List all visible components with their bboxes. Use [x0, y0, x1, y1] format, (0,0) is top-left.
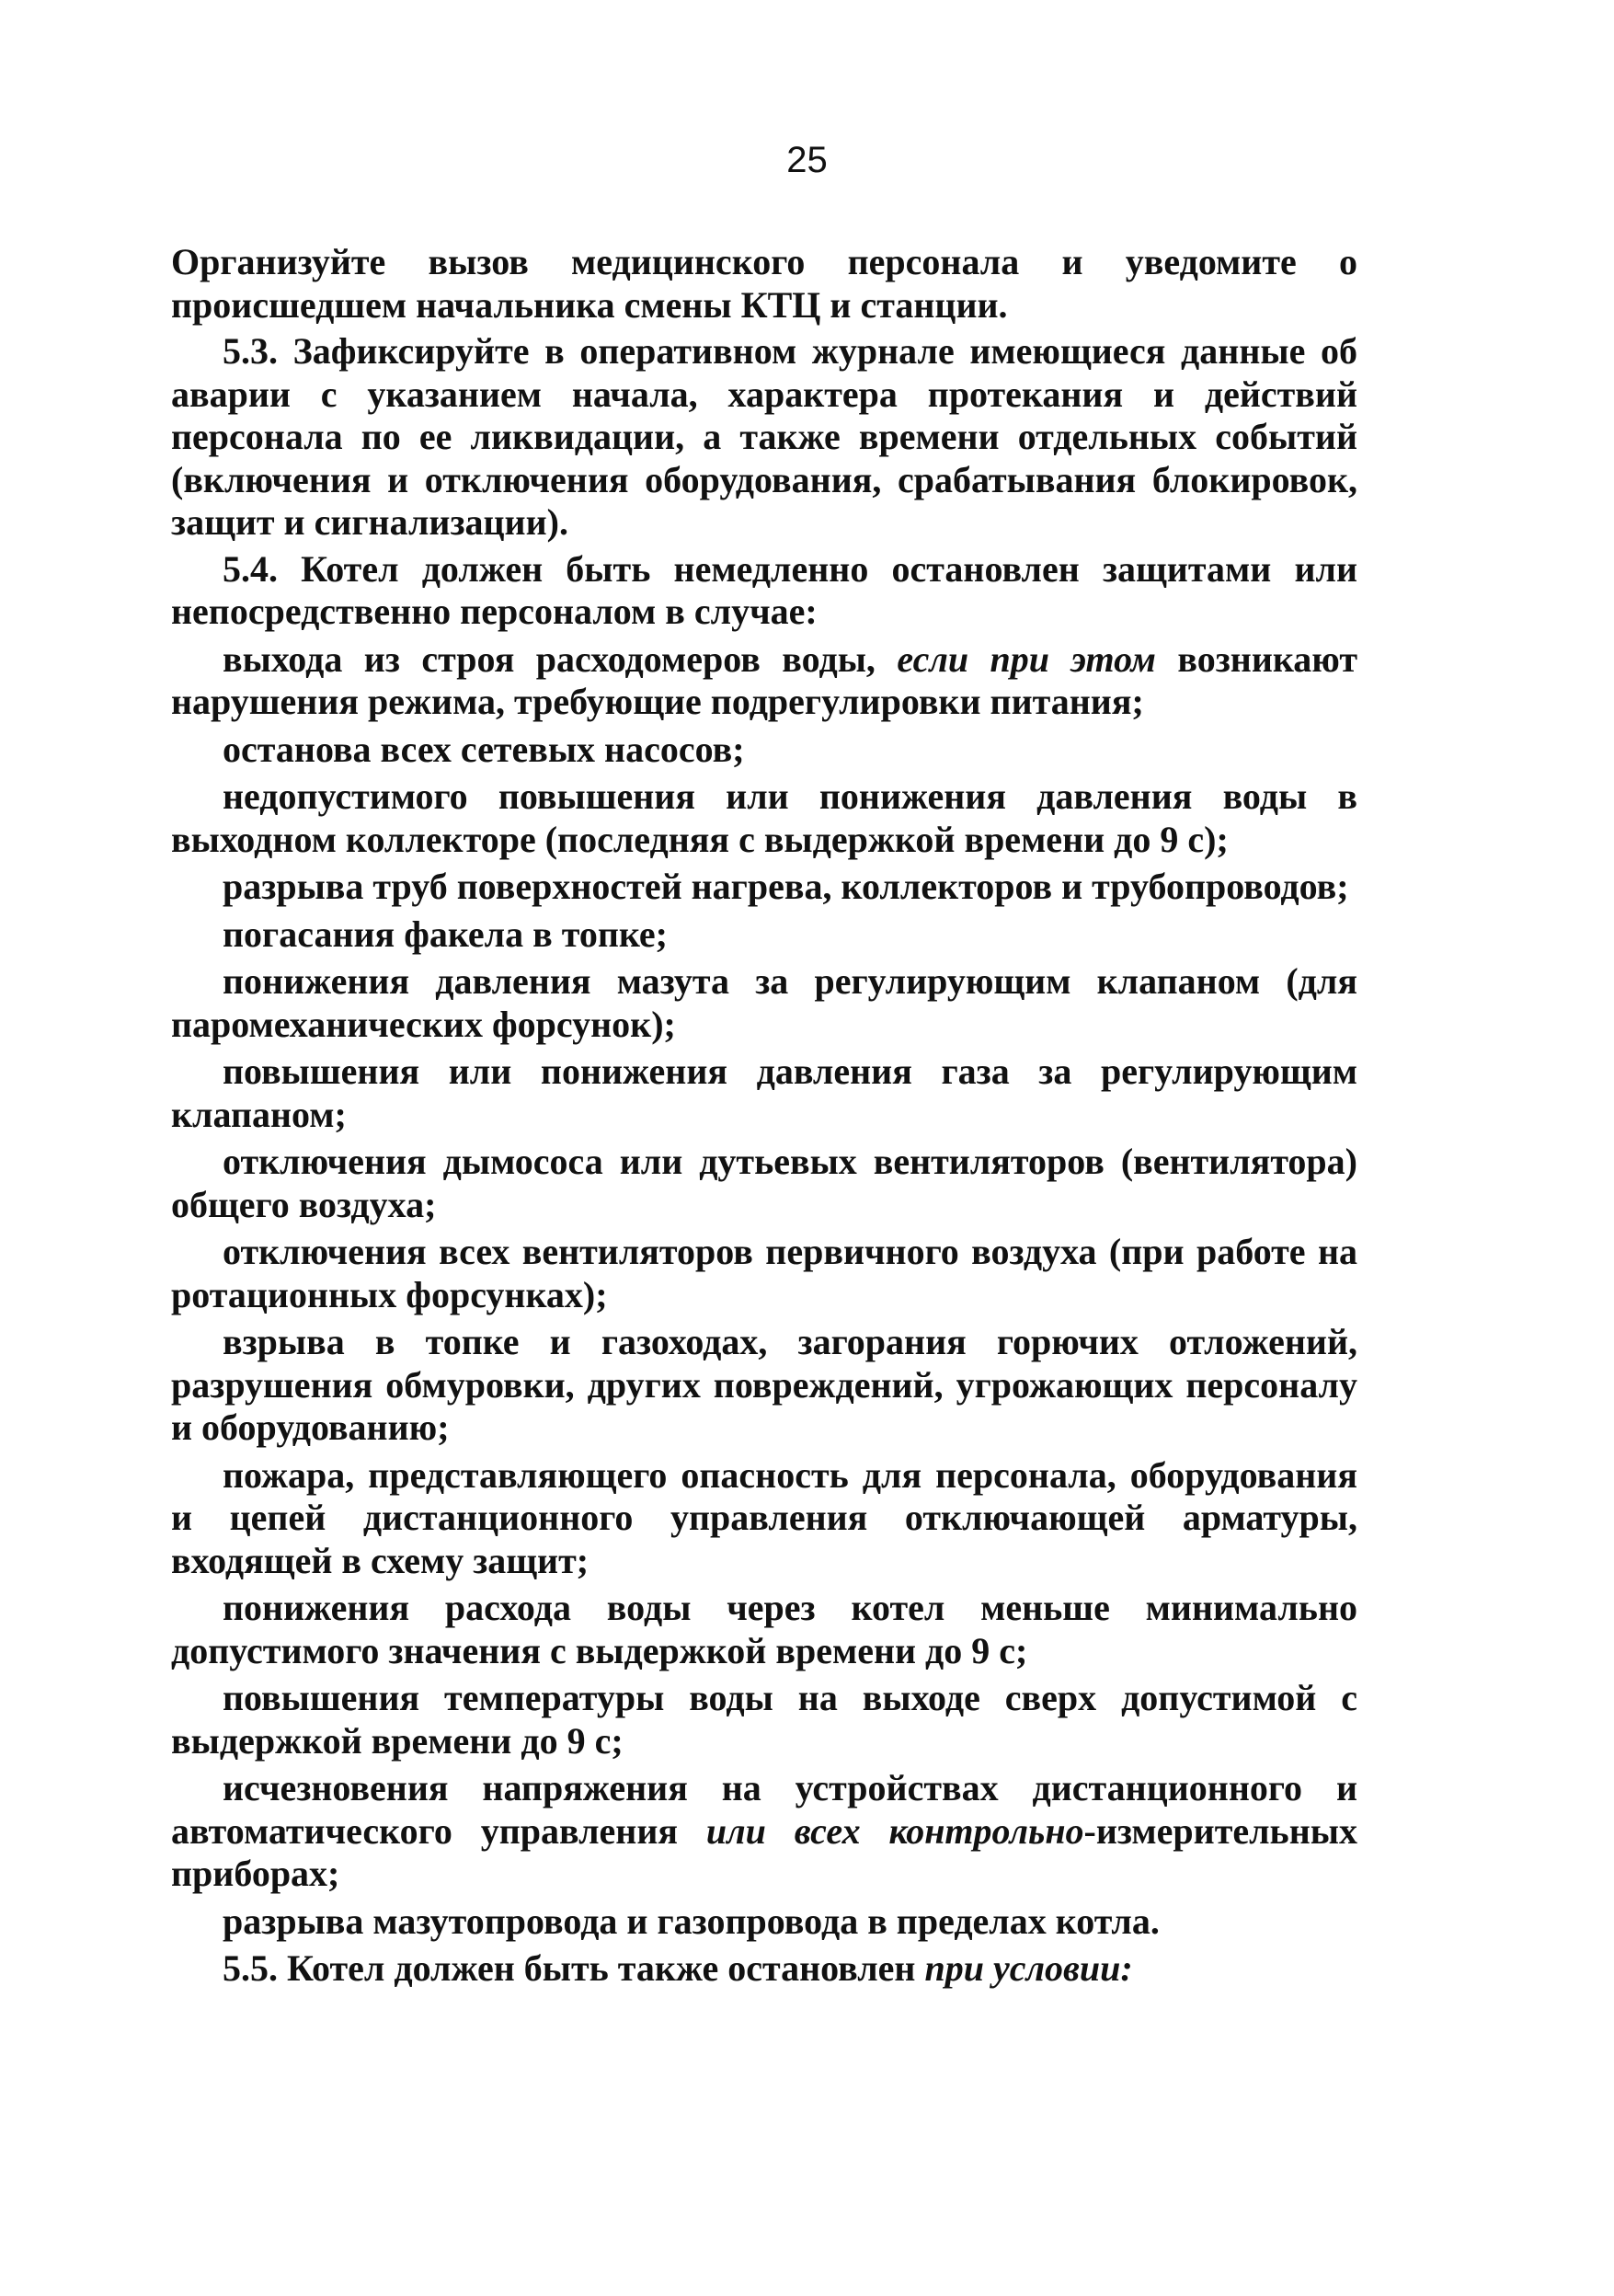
paragraph-5-5-italic-text: при условии: [924, 1947, 1133, 1989]
list-item: взрыва в топке и газоходах, загорания горючих отложений, разрушения обмуровки, других повреждений, угрожающих персоналу и оборудованию; [171, 1321, 1357, 1448]
paragraph-5-5-text: 5.5. Котел должен быть также остановлен [223, 1947, 925, 1989]
paragraph-5-4: 5.4. Котел должен быть немедленно остановлен защитами или непосредственно персоналом в случае: [171, 547, 1357, 632]
list-item: разрыва мазутопровода и газопровода в пределах котла. [223, 1900, 1160, 1942]
list-item: повышения температуры воды на выходе сверх допустимой с выдержкой времени до 9 с; [171, 1677, 1357, 1762]
list-item: недопустимого повышения или понижения давления воды в выходном коллекторе (последняя с выдержкой времени до 9 с); [171, 775, 1357, 860]
list-item: пожара, представляющего опасность для персонала, оборудования и цепей дистанционного управления отключающей арматуры, входящей в схему защит; [171, 1453, 1357, 1581]
list-item-italic-text: или всех контрольно [705, 1809, 1084, 1852]
list-item: отключения всех вентиляторов первичного воздуха (при работе на ротационных форсунках); [171, 1231, 1357, 1315]
document-body [171, 241, 1357, 1991]
list-item: погасания факела в топке; [223, 913, 669, 955]
list-item-italic-text: если при этом [897, 637, 1156, 680]
list-item-text: возникают нарушения режима, требующие подрегулировки питания; [171, 637, 1357, 722]
list-item [171, 638, 1357, 724]
list-item: понижения давления мазута за регулирующим клапаном (для паромеханических форсунок); [171, 960, 1357, 1045]
list-item: останова всех сетевых насосов; [223, 728, 745, 770]
paragraph-call-medical: Организуйте вызов медицинского персонала и уведомите о происшедшем начальника смены КТЦ и станции. [171, 241, 1357, 326]
list-item-text: выхода из строя расходомеров воды, [223, 637, 898, 680]
list-item-text: исчезновения напряжения на устройствах дистанционного и автоматического управления [171, 1767, 1357, 1852]
list-item: повышения или понижения давления газа за регулирующим клапаном; [171, 1050, 1357, 1135]
list-item: отключения дымососа или дутьевых вентиляторов (вентилятора) общего воздуха; [171, 1141, 1357, 1225]
list-item: разрыва труб поверхностей нагрева, коллекторов и трубопроводов; [223, 866, 1349, 907]
list-item-text: -измерительных приборах; [171, 1809, 1357, 1894]
paragraph-5-5 [171, 1947, 1357, 1991]
list-item [171, 1767, 1357, 1896]
page-number: 25 [786, 140, 828, 180]
list-item: понижения расхода воды через котел меньше минимально допустимого значения с выдержкой времени до 9 с; [171, 1587, 1357, 1671]
paragraph-5-3: 5.3. Зафиксируйте в оперативном журнале имеющиеся данные об аварии с указанием начала, характера протекания и действий персонала по ее ликвидации, а также времени отдельных событий (включения и отключения оборудования, срабатывания блокировок, защит и сигнализации). [171, 330, 1357, 543]
